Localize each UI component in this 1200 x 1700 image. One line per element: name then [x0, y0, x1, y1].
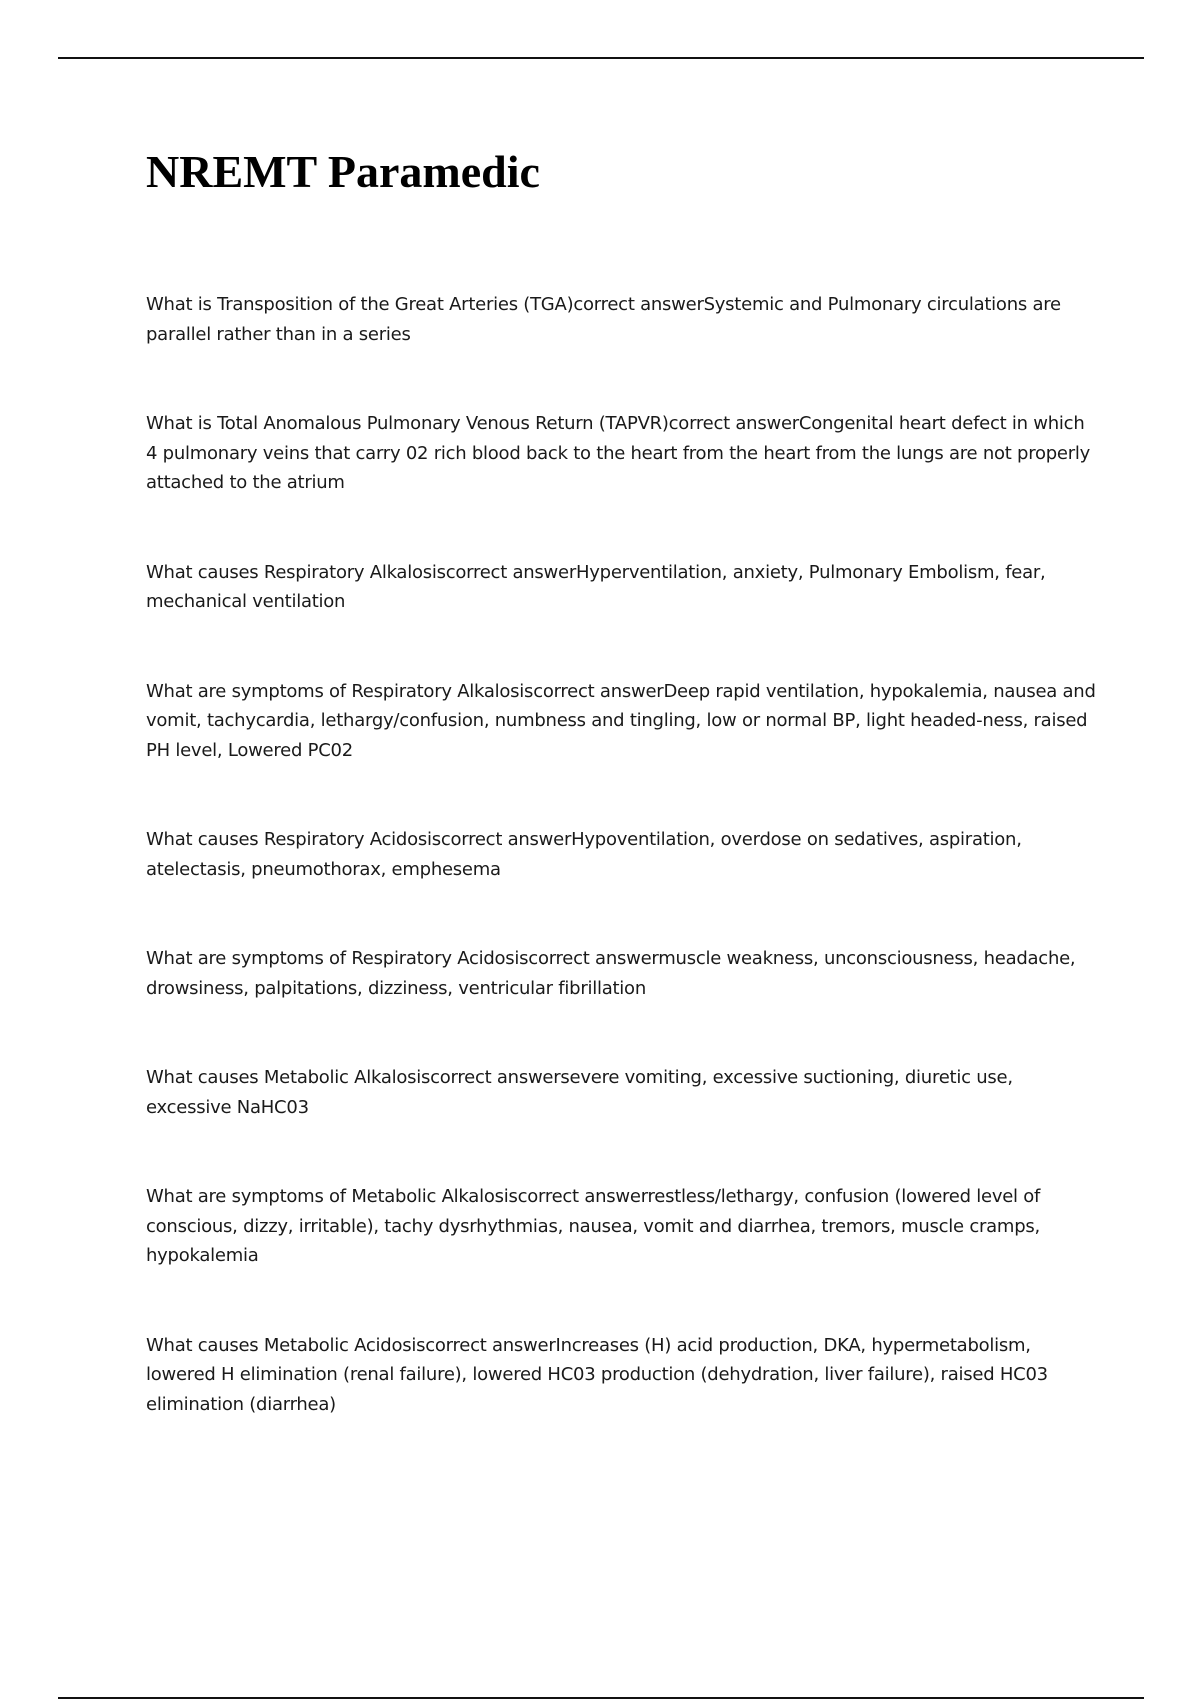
qa-list [146, 290, 1096, 1479]
footer-rule [58, 1697, 1144, 1699]
qa-item: What are symptoms of Respiratory Acidosiscorrect answermuscle weakness, unconsciousness, headache, drowsiness, palpitations, dizziness, ventricular fibrillation [146, 948, 1076, 999]
qa-item: What causes Metabolic Acidosiscorrect answerIncreases (H) acid production, DKA, hypermetabolism, lowered H elimination (renal failure), lowered HC03 production (dehydration, liver failure), raised HC03 elimination (diarrhea) [146, 1334, 1048, 1415]
qa-item: What is Total Anomalous Pulmonary Venous Return (TAPVR)correct answerCongenital heart defect in which 4 pulmonary veins that carry 02 rich blood back to the heart from the heart from the lungs are not properly attached to the atrium [146, 413, 1091, 493]
qa-item: What causes Metabolic Alkalosiscorrect answersevere vomiting, excessive suctioning, diuretic use, excessive NaHC03 [146, 1067, 1013, 1118]
qa-item: What is Transposition of the Great Arteries (TGA)correct answerSystemic and Pulmonary circulations are parallel rather than in a series [146, 294, 1061, 345]
qa-item: What are symptoms of Respiratory Alkalosiscorrect answerDeep rapid ventilation, hypokalemia, nausea and vomit, tachycardia, lethargy/confusion, numbness and tingling, low or normal BP, light headed-ness, raised PH level, Lowered PC02 [146, 680, 1096, 761]
header-rule [58, 57, 1144, 59]
document-title: NREMT Paramedic [146, 146, 540, 197]
qa-item: What are symptoms of Metabolic Alkalosiscorrect answerrestless/lethargy, confusion (lowered level of conscious, dizzy, irritable), tachy dysrhythmias, nausea, vomit and diarrhea, tremors, muscle cramps, hypokalemia [146, 1186, 1041, 1266]
qa-item: What causes Respiratory Alkalosiscorrect answerHyperventilation, anxiety, Pulmonary Embolism, fear, mechanical ventilation [146, 561, 1046, 612]
qa-item: What causes Respiratory Acidosiscorrect answerHypoventilation, overdose on sedatives, aspiration, atelectasis, pneumothorax, emphesema [146, 829, 1022, 880]
